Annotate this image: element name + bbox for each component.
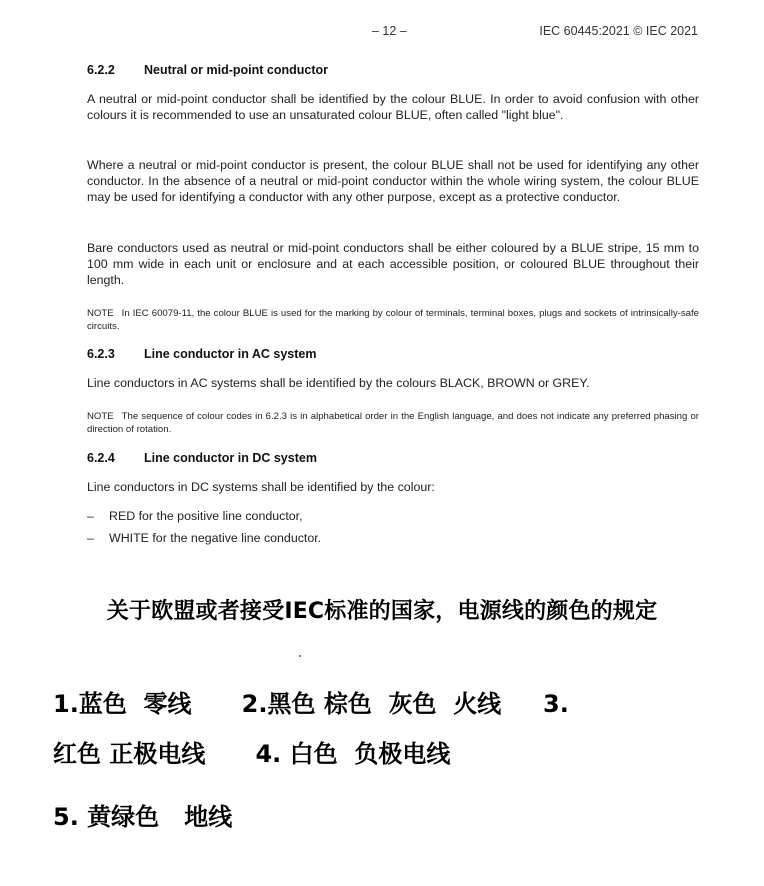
note-label: NOTE (87, 411, 114, 422)
list-item (87, 509, 303, 523)
paragraph: Where a neutral or mid-point conductor is present, the colour BLUE shall not be used for identifying any other conductor. In the absence of a neutral or mid-point conductor within the whole wiring system, the colour BLUE may be used for identifying a conductor with any other purpose, except as a protective conductor. (87, 158, 699, 204)
section-title: Neutral or mid-point conductor (144, 63, 329, 77)
annotation-line: 5. 黄绿色 地线 (53, 803, 233, 831)
section-number: 6.2.3 (87, 347, 115, 361)
annotation-title: 关于欧盟或者接受IEC标准的国家，电源线的颜色的规定 (106, 599, 658, 624)
section-title: Line conductor in AC system (144, 347, 317, 361)
list-item-text: WHITE for the negative line conductor. (109, 531, 322, 545)
paragraph: Line conductors in DC systems shall be identified by the colour: (87, 480, 435, 494)
annotation-line: 红色 正极电线 4. 白色 负极电线 (53, 740, 451, 768)
note-text: In IEC 60079-11, the colour BLUE is used for the marking by colour of terminals, terminal boxes, plugs and sockets of intrinsically-safe circuits. (87, 308, 699, 332)
stray-dot (299, 655, 301, 657)
list-dash: – (87, 509, 94, 523)
note (87, 308, 699, 334)
page-number: – 12 – (372, 24, 407, 38)
standard-reference: IEC 60445:2021 © IEC 2021 (539, 24, 698, 38)
section-number: 6.2.4 (87, 451, 115, 465)
list-item (87, 531, 321, 545)
list-dash: – (87, 531, 94, 545)
section-number: 6.2.2 (87, 63, 115, 77)
section-title: Line conductor in DC system (144, 451, 317, 465)
section-heading-6-2-3 (87, 347, 316, 361)
paragraph: Bare conductors used as neutral or mid-point conductors shall be either coloured by a BLUE stripe, 15 mm to 100 mm wide in each unit or enclosure and at each accessible position, or coloured BLUE throughout their length. (87, 241, 699, 287)
section-heading-6-2-2 (87, 63, 328, 77)
paragraph: A neutral or mid-point conductor shall be identified by the colour BLUE. In order to avoid confusion with other colours it is recommended to use an unsaturated colour BLUE, often called "light blue". (87, 92, 699, 122)
paragraph: Line conductors in AC systems shall be identified by the colours BLACK, BROWN or GREY. (87, 376, 590, 390)
list-item-text: RED for the positive line conductor, (109, 509, 303, 523)
note-text: The sequence of colour codes in 6.2.3 is in alphabetical order in the English language, and does not indicate any preferred phasing or direction of rotation. (87, 411, 699, 435)
annotation-line: 1.蓝色 零线 2.黑色 棕色 灰色 火线 3. (53, 690, 569, 718)
note (87, 411, 699, 437)
note-label: NOTE (87, 308, 114, 319)
section-heading-6-2-4 (87, 451, 317, 465)
